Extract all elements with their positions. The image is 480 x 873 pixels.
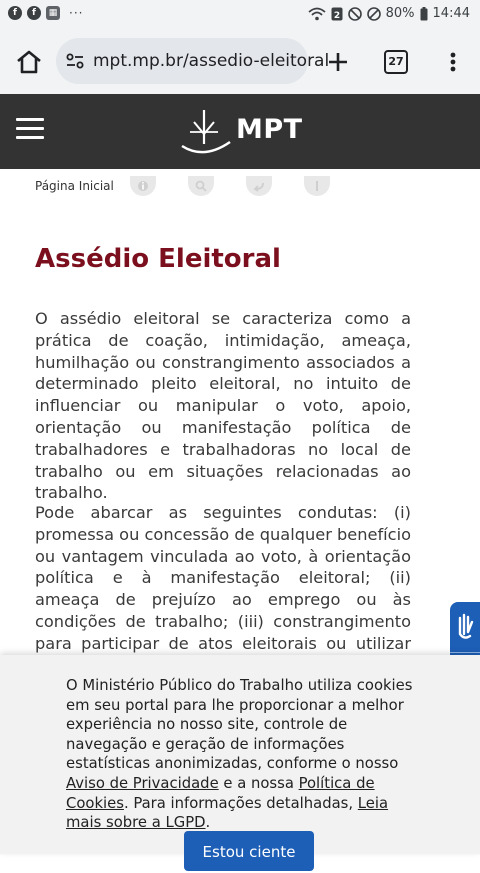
facebook-icon: f [27, 6, 41, 20]
site-header [0, 94, 480, 169]
breadcrumb [35, 175, 362, 197]
mpt-logo[interactable] [176, 104, 308, 160]
app-icon: ▦ [46, 6, 60, 20]
page-title: Assédio Eleitoral [35, 244, 281, 274]
logo-text: MPT [236, 114, 303, 145]
back-icon[interactable] [246, 176, 272, 196]
home-icon[interactable] [14, 47, 44, 77]
info-icon[interactable] [130, 176, 156, 196]
browser-toolbar [0, 30, 480, 94]
lgpd-link[interactable]: Leia mais sobre a LGPD [66, 794, 389, 832]
facebook-icon: f [8, 6, 22, 20]
font-icon[interactable] [304, 176, 330, 196]
battery-icon [420, 7, 428, 21]
notification-icons [8, 6, 83, 20]
clock: 14:44 [432, 6, 470, 21]
cookie-message [66, 676, 428, 833]
blocked-icon [367, 7, 381, 21]
do-not-disturb-icon [348, 7, 362, 21]
cookie-text-part: e a nossa [218, 774, 299, 792]
more-notifications: ··· [69, 6, 84, 20]
more-menu-icon[interactable] [441, 47, 465, 77]
address-bar[interactable] [56, 38, 330, 84]
status-bar [0, 0, 480, 30]
cookie-policy-link[interactable]: Política de Cookies [66, 774, 375, 812]
privacy-notice-link[interactable]: Aviso de Privacidade [66, 774, 219, 792]
cookie-text-part: . [205, 814, 211, 832]
site-settings-icon[interactable] [65, 51, 85, 71]
search-icon[interactable] [188, 176, 214, 196]
sign-language-icon[interactable] [450, 602, 480, 652]
url-text[interactable]: mpt.mp.br/assedio-eleitoral [93, 51, 330, 71]
accept-cookies-button[interactable]: Estou ciente [184, 831, 314, 871]
intro-paragraph: O assédio eleitoral se caracteriza como a prática de coação, intimidação, ameaça, humilhação ou constrangimento associados a determinado pleito eleitoral, no intuito de influenciar ou manipular o voto, apoio, orientação ou manifestação política de trabalhadores e trabalhadoras no local de trabalho ou em situações relacionadas ao trabalho. [35, 309, 411, 503]
new-tab-icon[interactable] [323, 47, 353, 77]
wifi-icon [308, 7, 326, 21]
battery-percent: 80% [385, 6, 415, 21]
breadcrumb-home-link[interactable]: Página Inicial [35, 179, 114, 193]
hamburger-menu-icon[interactable] [16, 118, 44, 140]
conduct-paragraph: Pode abarcar as seguintes condutas: (i) promessa ou concessão de qualquer benefício ou vantagem vinculada ao voto, à orientação política e à manifestação eleitoral; (ii) ameaça de prejuízo ao emprego ou às condições de trabalho; (iii) constrangimento para participar de atos eleitorais ou utilizar [35, 503, 411, 653]
tab-switcher-button[interactable]: 27 [384, 50, 408, 74]
svg-text:2: 2 [333, 10, 340, 21]
cookie-text-part: . Para informações detalhadas, [123, 794, 358, 812]
cookie-text-part: O Ministério Público do Trabalho utiliza cookies em seu portal para lhe proporcionar a melhor experiência no nosso site, controle de navegação e geração de informações estatísticas anonimizadas, conforme o nosso [66, 677, 413, 773]
sim-icon [331, 7, 343, 21]
cookie-banner [0, 655, 480, 861]
system-status [308, 6, 470, 21]
mpt-emblem-icon [176, 104, 236, 160]
